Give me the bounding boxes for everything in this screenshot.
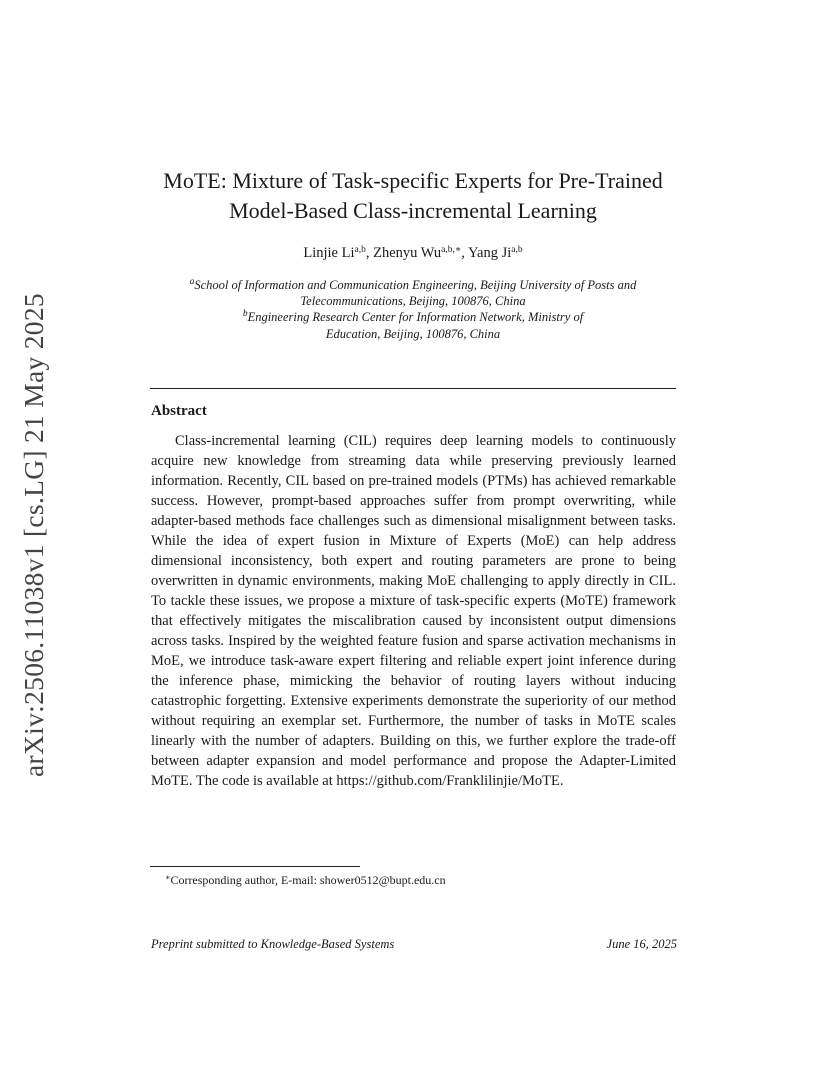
footnote-marker: ∗ <box>165 873 171 882</box>
author-list: Linjie Li$^{a,b}$, Zhenyu $Wu^{a,b,∗}$, Yang Ji$^{a,b}$ <box>303 245 523 261</box>
footnote-text: Corresponding author, E-mail: shower0512@bupt.edu.cn <box>170 873 446 887</box>
affiliations <box>145 277 681 342</box>
abstract-top-rule <box>150 388 676 389</box>
affiliation-a <box>145 277 681 293</box>
author-name: Zhenyu Wu <box>373 245 442 261</box>
footer-date: June 16, 2025 <box>606 937 677 951</box>
affiliation-line: Engineering Research Center for Information Network, Ministry of <box>247 310 584 325</box>
affiliation-marker: a <box>189 277 195 287</box>
affiliation-line: Education, Beijing, 100876, China <box>325 326 501 341</box>
arxiv-sidebar <box>8 292 60 778</box>
affiliation-line: School of Information and Communication Engineering, Beijing University of Posts and <box>194 278 637 292</box>
footer-journal: Preprint submitted to Knowledge-Based Systems <box>151 937 395 951</box>
author-name: Linjie Li <box>303 245 355 261</box>
abstract-heading: Abstract <box>151 403 207 419</box>
author-affil-marker: a,b <box>354 245 366 255</box>
title-line-1: MoTE: Mixture of Task-specific Experts for Pre-Trained <box>163 168 663 193</box>
footnote <box>165 872 446 888</box>
paper-title <box>120 166 706 226</box>
title-line-2: Model-Based Class-incremental Learning <box>229 198 597 223</box>
author-affil-marker: a,b <box>511 245 523 255</box>
author-affil-marker: a,b,∗ <box>441 245 462 255</box>
affiliation-marker: b <box>242 309 248 320</box>
footnote-rule <box>150 866 360 867</box>
affiliation-b <box>145 309 681 325</box>
abstract-body: Class-incremental learning (CIL) requires deep learning models to continuously acquire new knowledge from streaming data while preserving previously learned information. Recently, CIL based on pre-trained models (PTMs) has achieved remarkable success. However, prompt-based approaches suffer from prompt overwriting, while adapter-based methods face challenges such as dimensional misalignment between tasks. While the idea of expert fusion in Mixture of Experts (MoE) can help address dimensional inconsistency, both expert and routing parameters are prone to being overwritten in dynamic environments, making MoE challenging to apply directly in CIL. To tackle these issues, we propose a mixture of task-specific experts (MoTE) framework that effectively mitigates the miscalibration caused by inconsistent output dimensions across tasks. Inspired by the weighted feature fusion and sparse activation mechanisms in MoE, we introduce task-aware expert filtering and reliable expert joint inference during the inference phase, mimicking the behavior of routing layers without inducing catastrophic forgetting. Extensive experiments demonstrate the superiority of our method without requiring an exemplar set. Furthermore, the number of tasks in MoTE scales linearly with the number of adapters. Building on this, we further explore the trade-off between adapter expansion and model performance and propose the Adapter-Limited MoTE. The code is available at https://github.com/Franklilinjie/MoTE. <box>151 433 676 789</box>
affiliation-line: Telecommunications, Beijing, 100876, China <box>300 294 526 309</box>
arxiv-identifier: arXiv:2506.11038v1 [cs.LG] 21 May 2025 <box>18 293 49 777</box>
author-name: Yang Ji <box>468 245 512 261</box>
